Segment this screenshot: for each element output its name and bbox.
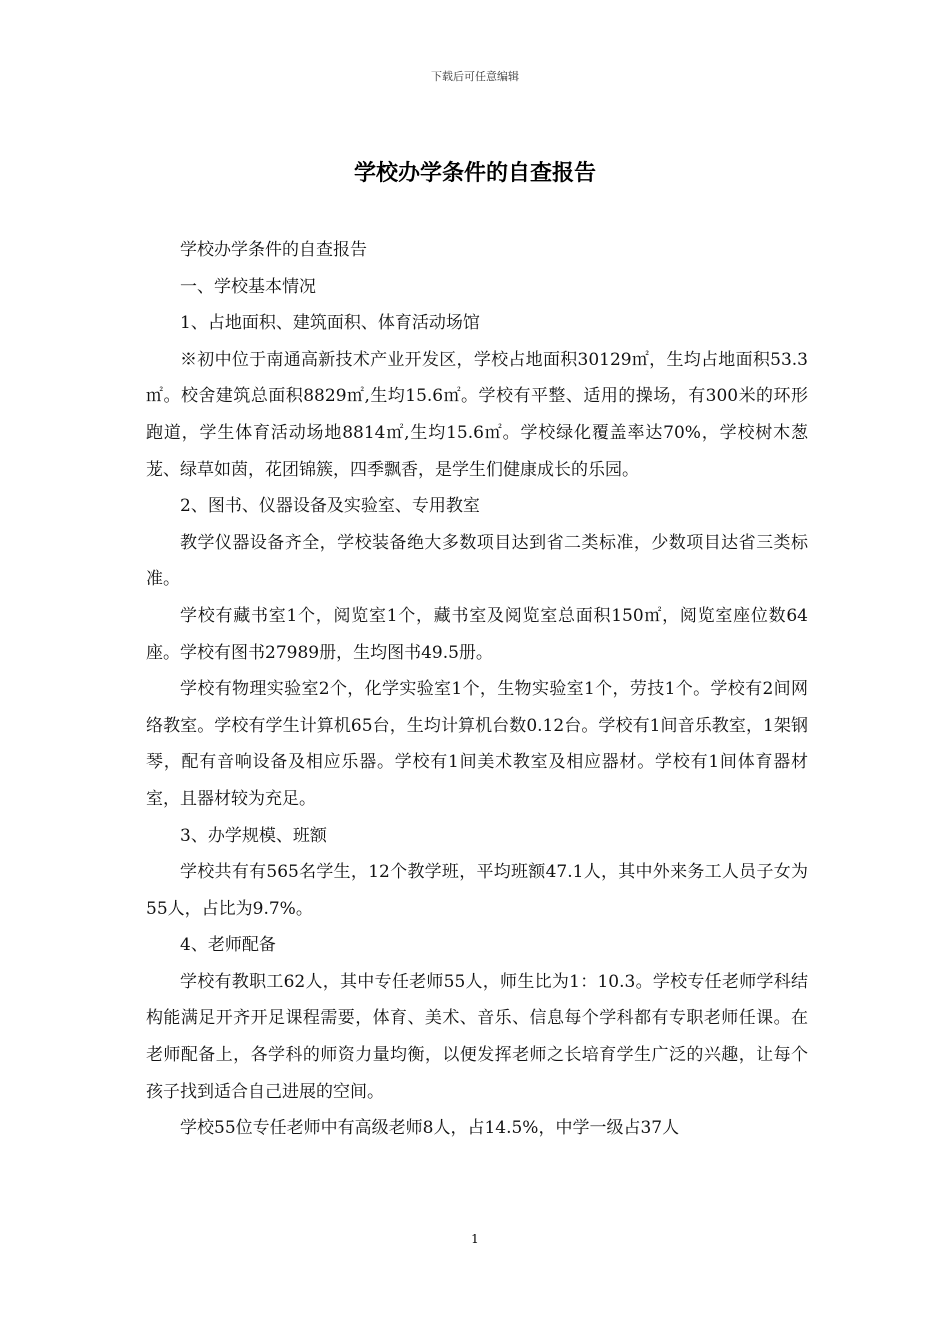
page-number: 1: [471, 1232, 479, 1246]
paragraph: 教学仪器设备齐全，学校装备绝大多数项目达到省二类标准，少数项目达省三类标准。: [146, 532, 808, 590]
subsection-heading: 2、图书、仪器设备及实验室、专用教室: [180, 496, 480, 517]
paragraph: 学校共有有565名学生，12个教学班，平均班额47.1人，其中外来务工人员子女为55人，占比为9.7%。: [146, 862, 808, 919]
paragraph: 学校有物理实验室2个，化学实验室1个，生物实验室1个，劳技1个。学校有2间网络教室。学校有学生计算机65台，生均计算机台数0.12台。学校有1间音乐教室，1架钢琴，配有音响设备及相应乐器。学校有1间美术教室及相应器材。学校有1间体育器材室，且器材较为充足。: [146, 679, 808, 809]
paragraph: 学校办学条件的自查报告: [180, 240, 367, 260]
subsection-heading: 4、老师配备: [180, 935, 276, 956]
document-body: [146, 232, 808, 1147]
paragraph: 学校有藏书室1个，阅览室1个，藏书室及阅览室总面积150㎡，阅览室座位数64座。学校有图书27989册，生均图书49.5册。: [146, 605, 808, 663]
document-title: 学校办学条件的自查报告: [353, 161, 596, 186]
subsection-heading: 3、办学规模、班额: [180, 825, 327, 846]
page-header-note: 下载后可任意编辑: [431, 70, 519, 83]
section-heading: 一、学校基本情况: [180, 276, 316, 297]
paragraph: ※初中位于南通高新技术产业开发区，学校占地面积30129㎡，生均占地面积53.3㎡。校舍建筑总面积8829㎡,生均15.6㎡。学校有平整、适用的操场，有300米的环形跑道，学生体育活动场地8814㎡,生均15.6㎡。学校绿化覆盖率达70%，学校树木葱茏、绿草如茵，花团锦簇，四季飘香，是学生们健康成长的乐园。: [146, 349, 808, 480]
paragraph: 学校有教职工62人，其中专任老师55人，师生比为1：10.3。学校专任老师学科结构能满足开齐开足课程需要，体育、美术、音乐、信息每个学科都有专职老师任课。在老师配备上，各学科的师资力量均衡，以便发挥老师之长培育学生广泛的兴趣，让每个孩子找到适合自己进展的空间。: [146, 971, 808, 1102]
paragraph: 学校55位专任老师中有高级老师8人，占14.5%，中学一级占37人: [180, 1118, 680, 1139]
subsection-heading: 1、占地面积、建筑面积、体育活动场馆: [180, 313, 480, 334]
